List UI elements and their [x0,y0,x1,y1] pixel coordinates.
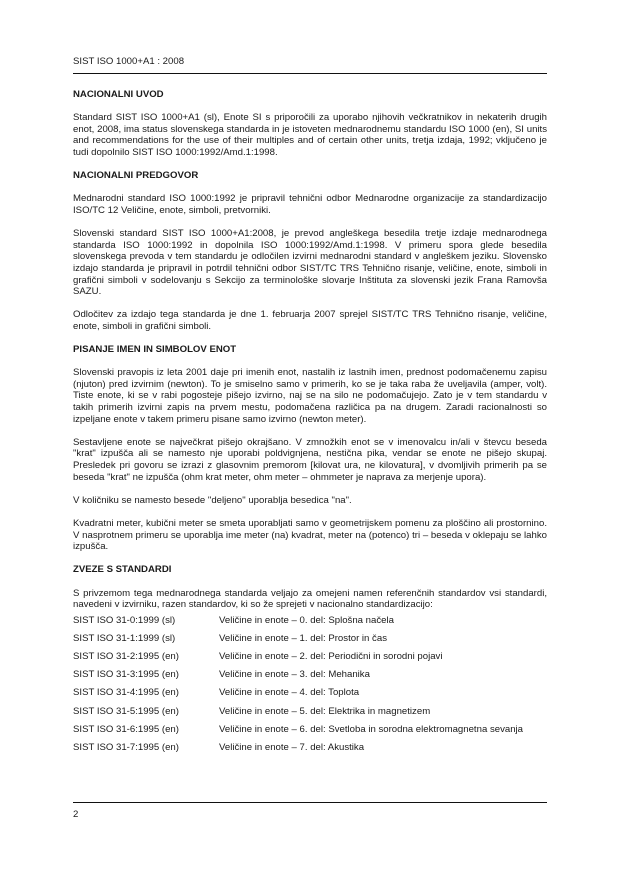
footer-rule [73,802,547,803]
reference-title: Veličine in enote – 5. del: Elektrika in magnetizem [219,705,431,717]
header-rule [73,73,547,74]
references-table [73,615,523,761]
reference-code: SIST ISO 31-5:1995 (en) [73,705,179,717]
paragraph: S privzemom tega mednarodnega standarda veljajo za omejeni namen referenčnih standardov vsi standardi, navedeni v izvirniku, razen standardov, ki so že sprejeti v nacionalno standardizacijo: [73,587,547,611]
section-heading: NACIONALNI PREDGOVOR [73,170,199,182]
reference-title: Veličine in enote – 2. del: Periodični in sorodni pojavi [219,651,443,663]
reference-title: Veličine in enote – 3. del: Mehanika [219,669,370,681]
reference-code: SIST ISO 31-0:1999 (sl) [73,614,176,626]
reference-row [73,687,523,705]
paragraph: Kvadratni meter, kubični meter se smeta uporabljati samo v geometrijskem pomenu za ploščino ali prostornino. V nasprotnem primeru se uporablja ime meter (na) kvadrat, meter na (potenco) tri – beseda v oklepaju se lahko izpušča. [73,517,547,553]
reference-row [73,724,523,742]
reference-row [73,742,523,760]
reference-row [73,615,523,633]
page-number: 2 [73,809,79,820]
paragraph: Slovenski pravopis iz leta 2001 daje pri imenih enot, nastalih iz lastnih imen, prednost podomačenemu zapisu (njuton) pred izvirnim (newton). To je smiselno samo v primerih, ko se je taka raba že uveljavila (amper, volt). Tiste enote, ki se v rabi pogosteje pišejo izvirno, naj se na silo ne podomačujejo. Zato je v tem standardu v takih primerih izvirni zapis na prvem mestu, podomačena različica pa na drugem. Zaradi racionalnosti so izpeljane enote v takem primeru pisane samo izvirno (newton meter). [73,367,547,425]
reference-title: Veličine in enote – 7. del: Akustika [219,742,365,754]
page-content [73,89,547,760]
section-heading: NACIONALNI UVOD [73,89,164,100]
reference-code: SIST ISO 31-1:1999 (sl) [73,632,176,644]
section-heading: PISANJE IMEN IN SIMBOLOV ENOT [73,344,237,356]
reference-code: SIST ISO 31-7:1995 (en) [73,742,179,754]
reference-code: SIST ISO 31-3:1995 (en) [73,669,179,681]
reference-title: Veličine in enote – 0. del: Splošna načela [219,614,394,626]
reference-row [73,633,523,651]
reference-title: Veličine in enote – 4. del: Toplota [219,687,360,699]
reference-title: Veličine in enote – 6. del: Svetloba in sorodna elektromagnetna sevanja [219,723,524,735]
paragraph: Mednarodni standard ISO 1000:1992 je pripravil tehnični odbor Mednarodne organizacije za standardizacijo ISO/TC 12 Veličine, enote, simboli, pretvorniki. [73,193,547,216]
reference-code: SIST ISO 31-6:1995 (en) [73,723,179,735]
document-header: SIST ISO 1000+A1 : 2008 [73,56,185,67]
paragraph: Slovenski standard SIST ISO 1000+A1:2008, je prevod angleškega besedila tretje izdaje mednarodnega standarda ISO 1000:1992 in dopolnila ISO 1000:1992/Amd.1:1998. V primeru spora glede besedila slovenskega prevoda v tem standardu je odločilen izvirni mednarodni standard v angleškem jeziku. Slovensko izdajo standarda je pripravil in potrdil tehnični odbor SIST/TC TRS Tehnično risanje, veličine, enote, simboli in grafični simboli v sodelovanju s Sekcijo za terminološke slovarje Inštituta za slovenski jezik Frana Ramovša SAZU. [73,228,547,298]
reference-row [73,706,523,724]
reference-row [73,651,523,669]
reference-row [73,669,523,687]
reference-code: SIST ISO 31-2:1995 (en) [73,651,179,663]
reference-title: Veličine in enote – 1. del: Prostor in čas [219,632,387,644]
paragraph: V količniku se namesto besede "deljeno" uporablja besedica "na". [73,494,352,506]
paragraph: Odločitev za izdajo tega standarda je dne 1. februarja 2007 sprejel SIST/TC TRS Tehnično risanje, veličine, enote, simboli in grafični simboli. [73,309,547,332]
paragraph: Sestavljene enote se največkrat pišejo okrajšano. V zmnožkih enot se v imenovalcu in/ali v števcu beseda "krat" izpušča ali se namesto nje uporabi poldvignjena, nestična pika, vendar se enote ne pišejo skupaj. Presledek pri govoru se izrazi z glasovnim premorom [kilovat ura, ne kilovatura], v dvomljivih primerih pa se beseda "krat" ne izpušča (ohm krat meter, ohm meter – ohmmeter je naprava za merjenje upora). [73,436,547,483]
section-heading: ZVEZE S STANDARDI [73,564,172,576]
paragraph: Standard SIST ISO 1000+A1 (sl), Enote SI s priporočili za uporabo njihovih večkratnikov in nekaterih drugih enot, 2008, ima status slovenskega standarda in je istoveten mednarodnemu standardu ISO 1000 (en), SI units and recommendations for the use of their multiples and of certain other units, tretja izdaja, 1992; vključeno je tudi dopolnilo SIST ISO 1000:1992/Amd.1:1998. [73,112,547,158]
reference-code: SIST ISO 31-4:1995 (en) [73,687,179,699]
